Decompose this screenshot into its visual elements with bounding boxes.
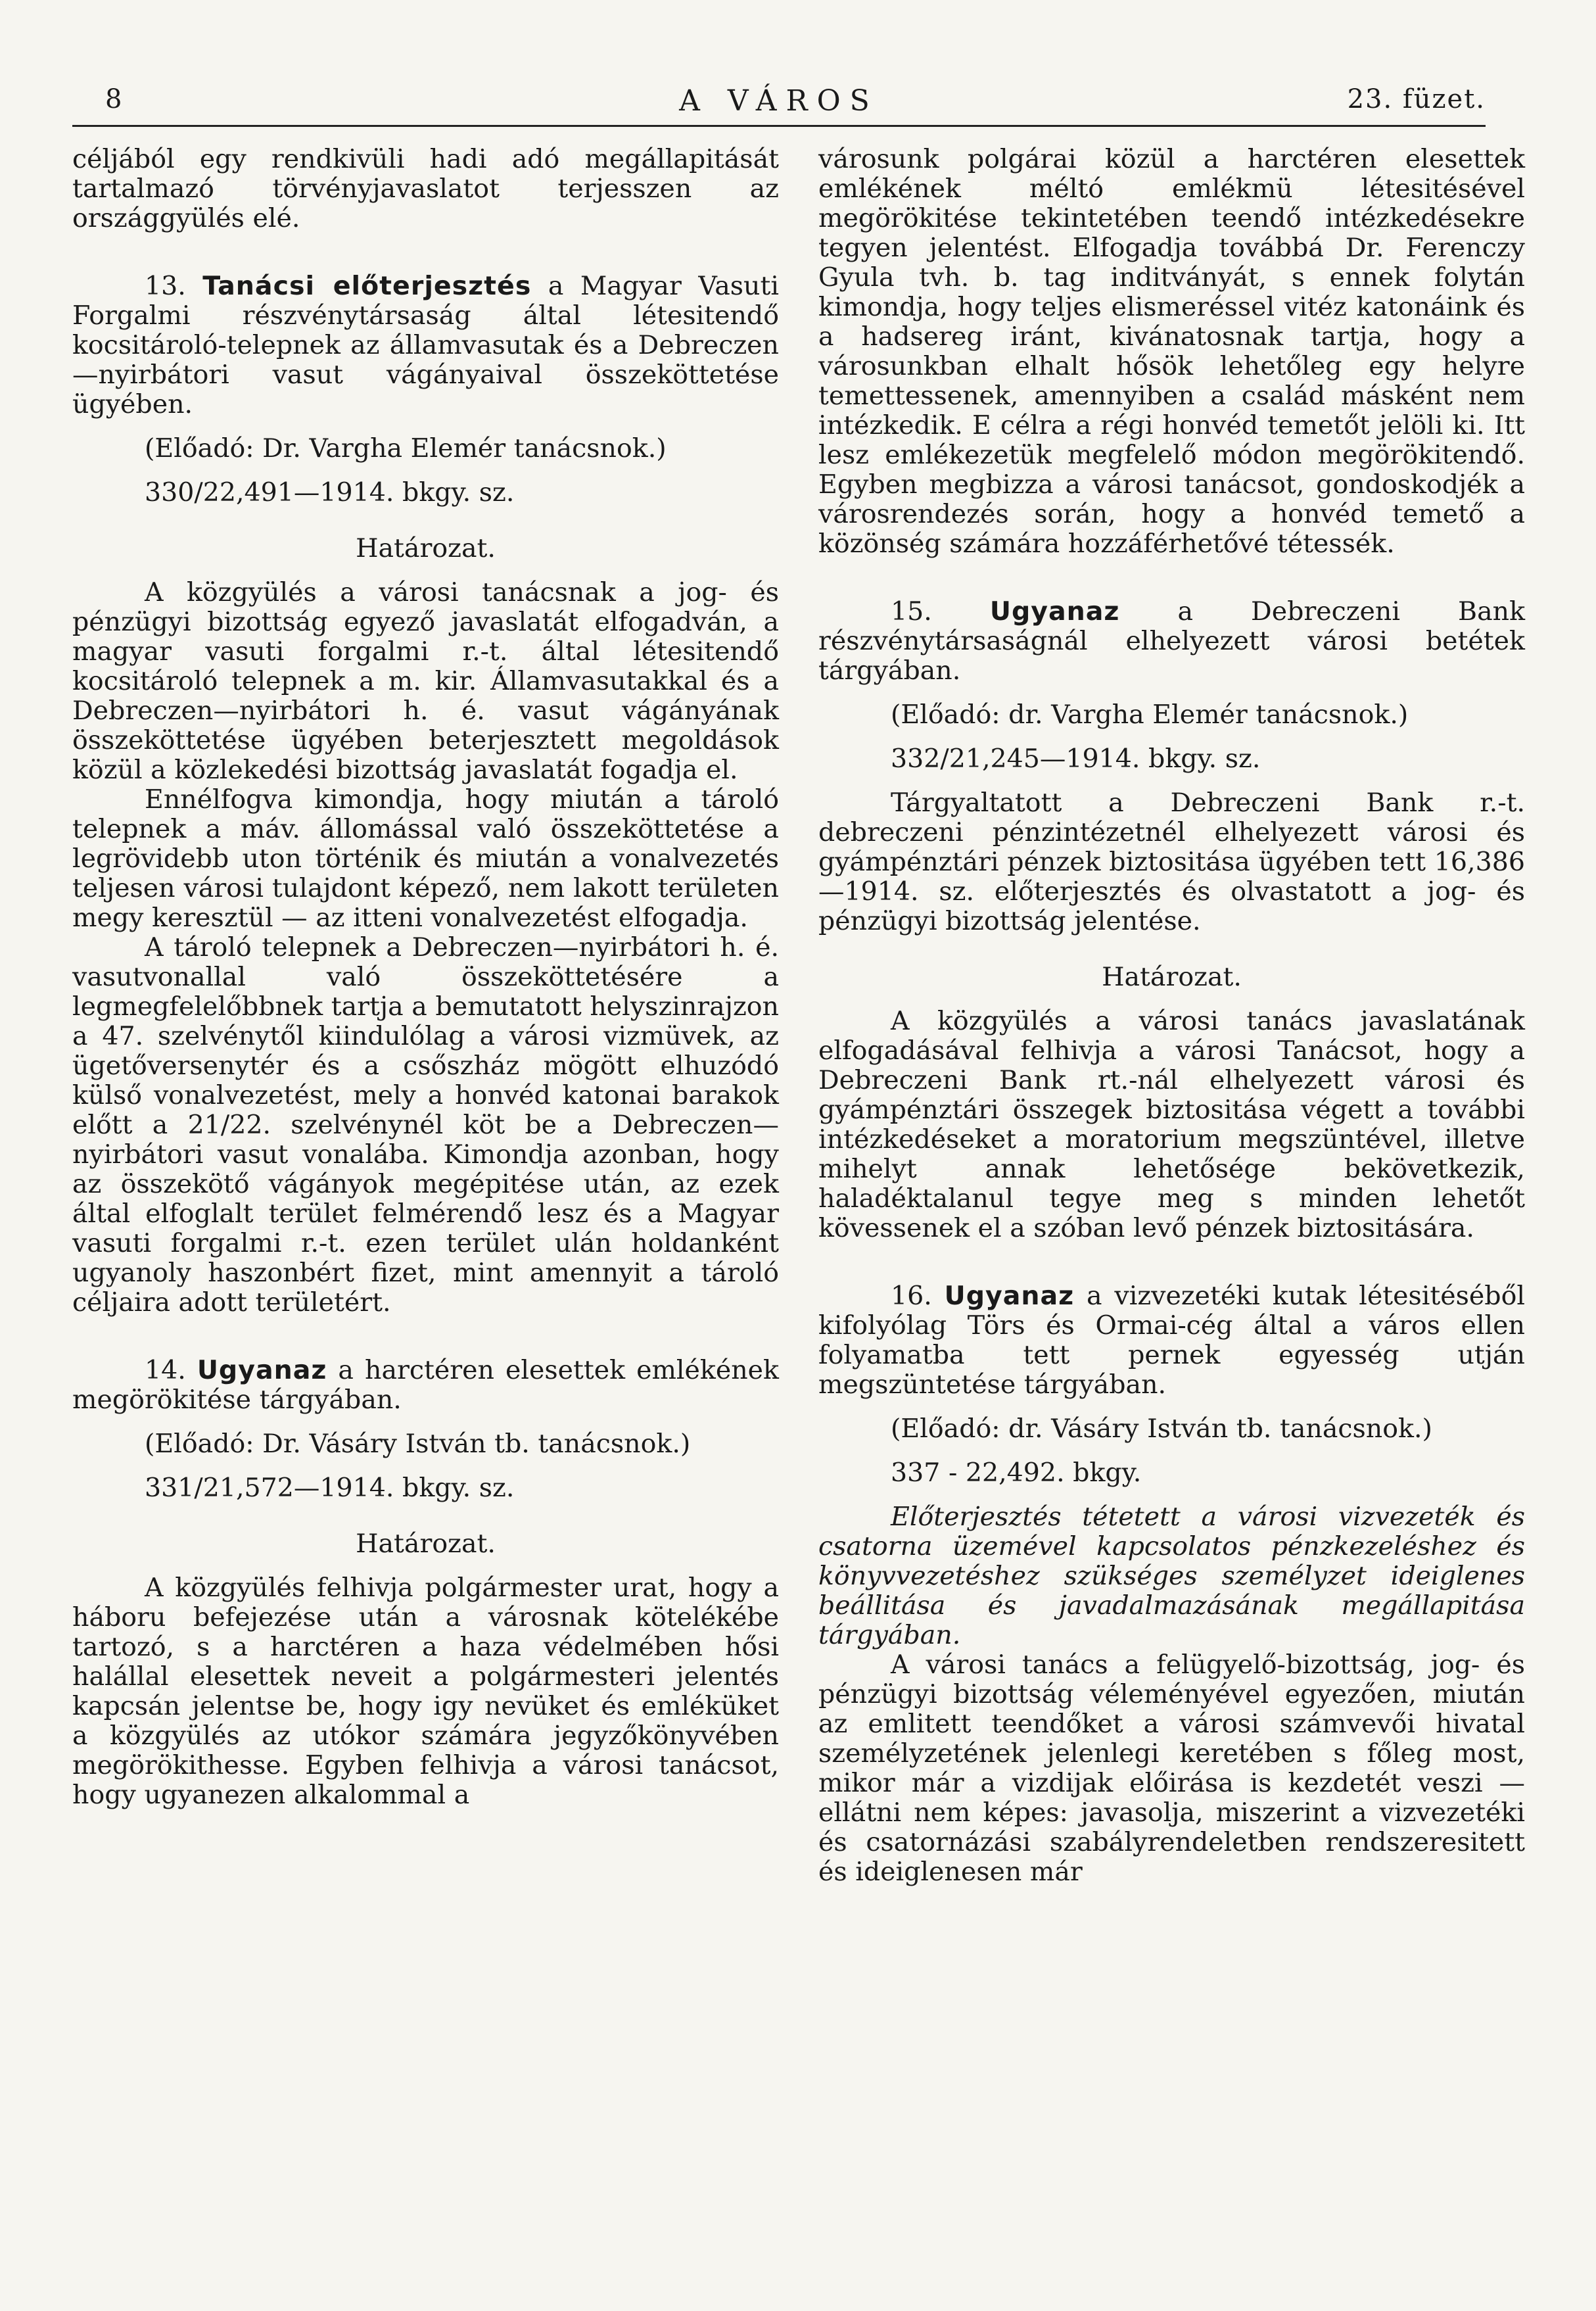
italic-summary: Előterjesztés tétetett a városi vizvezeték és csatorna üzemével kapcsolatos pénzkezeléshez és könyvvezetéshez szükséges személyzet ideiglenes beállitása és javadalmazásának megállapitása tárgyában. bbox=[818, 1502, 1525, 1650]
resolution-heading: Határozat. bbox=[356, 533, 496, 563]
paragraph: Ennélfogva kimondja, hogy miután a tároló telepnek a máv. állomással való összeköttetése a legrövidebb uton történik és miután a vonalvezetés teljesen városi tulajdont képező, nem lakott területen megy keresztül — az itteni vonalvezetést elfogadja. bbox=[72, 784, 779, 933]
right-column bbox=[818, 145, 1525, 1887]
item-subject: a vizvezetéki kutak létesitéséből kifolyólag Törs és Ormai-cég által a város ellen folyamatba tett pernek egyesség utján megszüntetése tárgyában. bbox=[818, 1281, 1525, 1400]
resolution-heading: Határozat. bbox=[356, 1529, 496, 1559]
resolution-heading: Határozat. bbox=[1102, 962, 1242, 992]
speaker-line: (Előadó: Dr. Vargha Elemér tanácsnok.) bbox=[145, 433, 667, 464]
page-number: 8 bbox=[105, 84, 124, 114]
item-title: Ugyanaz bbox=[197, 1355, 327, 1385]
paragraph: A közgyülés a városi tanács javaslatának elfogadásával felhivja a városi Tanácsot, hogy a Debreczeni Bank rt.-nál elhelyezett városi és gyámpénztári összegek biztositása végett a további intézkedéseket a moratorium megszüntével, illetve mihelyt annak lehetősége bekövetkezik, haladéktalanul tegye meg s minden lehetőt kövessenek el a szóban levő pénzek biztositására. bbox=[818, 1006, 1525, 1243]
item-number: 14. bbox=[145, 1355, 186, 1385]
item-subject: a Debreczeni Bank részvénytársaságnál elhelyezett városi betétek tárgyában. bbox=[818, 596, 1525, 686]
item-number: 13. bbox=[145, 271, 186, 301]
item-number: 15. bbox=[891, 596, 932, 627]
speaker-line: (Előadó: dr. Vásáry István tb. tanácsnok.) bbox=[891, 1414, 1432, 1444]
paragraph: A közgyülés felhivja polgármester urat, hogy a háboru befejezése után a városnak kötelékébe tartozó, s a harctéren a haza védelmében hősi halállal elesettek neveit a polgármesteri jelentés kapcsán jelentse be, hogy igy nevüket és emléküket a közgyülés az utókor számára jegyzőkönyvében megörökithesse. Egyben felhivja a városi tanácsot, hogy ugyanezen alkalommal a bbox=[72, 1573, 779, 1810]
agenda-item-14 bbox=[72, 1356, 779, 1415]
paragraph: Tárgyaltatott a Debreczeni Bank r.-t. debreczeni pénzintézetnél elhelyezett városi és gyámpénztári pénzek biztositása ügyében tett 16,386—1914. sz. előterjesztés és olvastatott a jog- és pénzügyi bizottság jelentése. bbox=[818, 788, 1525, 936]
left-column bbox=[72, 145, 779, 1810]
item-title: Ugyanaz bbox=[944, 1281, 1075, 1311]
page-header bbox=[72, 84, 1486, 124]
header-rule bbox=[72, 125, 1486, 127]
paragraph: városunk polgárai közül a harctéren elesettek emlékének méltó emlékmü létesitésével megörökitése tekintetében teendő intézkedésekre tegyen jelentést. Elfogadja továbbá Dr. Ferenczy Gyula tvh. b. tag inditványát, s ennek folytán kimondja, hogy teljes elismeréssel vitéz katonáink és a hadsereg iránt, kivánatosnak tartja, hogy a városunkban elhalt hősök lehetőleg egy helyre temettessenek, amennyiben a család másként nem intézkedik. E célra a régi honvéd temetőt jelöli ki. Itt lesz emlékezetük megfelelő módon megörökitendő. Egyben megbizza a városi tanácsot, gondoskodjék a városrendezés során, hogy a honvéd temető a közönség számára hozzáférhetővé tétessék. bbox=[818, 144, 1525, 559]
agenda-item-13 bbox=[72, 272, 779, 419]
speaker-line: (Előadó: Dr. Vásáry István tb. tanácsnok.) bbox=[145, 1429, 691, 1459]
reference-number: 330/22,491—1914. bkgy. sz. bbox=[145, 477, 515, 508]
paragraph: A közgyülés a városi tanácsnak a jog- és pénzügyi bizottság egyező javaslatát elfogadván, a magyar vasuti forgalmi r.-t. által létesitendő kocsitároló telepnek a m. kir. Államvasutakkal és a Debreczen—nyirbátori h. é. vasut vágányának összeköttetése ügyében beterjesztett megoldások közül a közlekedési bizottság javaslatát fogadja el. bbox=[72, 577, 779, 785]
reference-number: 332/21,245—1914. bkgy. sz. bbox=[891, 744, 1261, 774]
item-title: Tanácsi előterjesztés bbox=[202, 271, 532, 301]
agenda-item-15 bbox=[818, 597, 1525, 686]
item-subject: a harctéren elesettek emlékének megörökitése tárgyában. bbox=[72, 1355, 779, 1415]
speaker-line: (Előadó: dr. Vargha Elemér tanácsnok.) bbox=[891, 700, 1409, 730]
paragraph: A városi tanács a felügyelő-bizottság, jog- és pénzügyi bizottság véleményével egyezően, miután az emlitett teendőket a városi számvevői hivatal személyzetének jelenlegi keretében s főleg most, mikor már a vizdijak előirása is kezdetét veszi — ellátni nem képes: javasolja, miszerint a vizvezetéki és csatornázási szabályrendeletben rendszeresitett és ideiglenesen már bbox=[818, 1650, 1525, 1887]
item-subject: a Magyar Vasuti Forgalmi részvénytársaság által létesitendő kocsitároló-telepnek az államvasutak és a Debreczen—nyirbátori vasut vágányaival összeköttetése ügyében. bbox=[72, 271, 779, 419]
item-title: Ugyanaz bbox=[989, 596, 1120, 627]
reference-number: 337 - 22,492. bkgy. bbox=[891, 1458, 1142, 1488]
agenda-item-16 bbox=[818, 1281, 1525, 1400]
paragraph: céljából egy rendkivüli hadi adó megállapitását tartalmazó törvényjavaslatot terjesszen az országgyülés elé. bbox=[72, 144, 779, 233]
reference-number: 331/21,572—1914. bkgy. sz. bbox=[145, 1473, 515, 1503]
item-number: 16. bbox=[891, 1281, 932, 1311]
publication-title: A VÁROS bbox=[679, 84, 879, 118]
paragraph: A tároló telepnek a Debreczen—nyirbátori h. é. vasutvonallal való összeköttetésére a legmegfelelőbbnek tartja a bemutatott helyszinrajzon a 47. szelvénytől kiindulólag a városi vizmüvek, az ügetőversenytér és a csőszház mögött elhuzódó külső vonalvezetést, mely a honvéd katonai barakok előtt a 21/22. szelvénynél köt be a Debreczen—nyirbátori vasut vonalába. Kimondja azonban, hogy az összekötő vágányok megépitése után, az ezek által elfoglalt terület felmérendő lesz és a Magyar vasuti forgalmi r.-t. ezen terület ulán holdanként ugyanoly haszonbért fizet, mint amennyit a tároló céljaira adott területért. bbox=[72, 932, 779, 1318]
issue-number: 23. füzet. bbox=[1347, 84, 1486, 114]
